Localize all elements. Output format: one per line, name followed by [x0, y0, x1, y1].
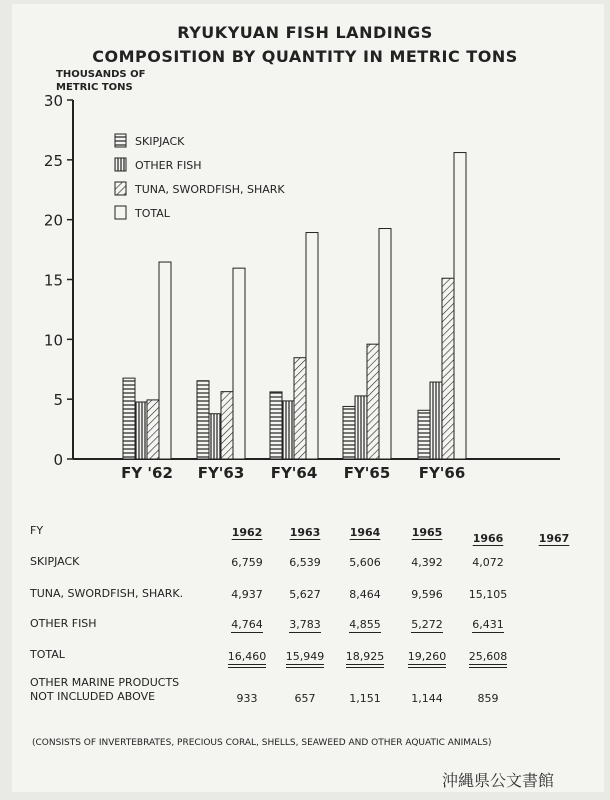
bar-tuna-swordfish-shark-1 [221, 392, 233, 459]
legend-swatch [115, 134, 126, 147]
table-year-header: 1964 [349, 526, 381, 539]
table-year-header: 1965 [411, 526, 443, 539]
table-cell: 4,392 [411, 556, 443, 569]
legend-label: SKIPJACK [135, 135, 185, 148]
bar-skipjack-1 [197, 381, 209, 459]
table-cell-wrap [335, 650, 395, 663]
bar-other-fish-4 [430, 382, 442, 459]
table-cell: 8,464 [349, 588, 381, 601]
y-tick-label: 30 [43, 92, 63, 110]
archive-stamp: 沖縄県公文書館 [442, 771, 555, 790]
x-tick-label: FY'65 [343, 464, 391, 482]
y-axis-label-text: THOUSANDS OF METRIC TONS [56, 69, 146, 93]
table-cell: 15,105 [468, 588, 508, 601]
table-year-header: 1967 [538, 532, 570, 545]
table-cell-wrap [217, 556, 277, 569]
bar-other-fish-0 [135, 402, 147, 459]
bar-skipjack-2 [270, 392, 282, 459]
y-tick-label: 5 [53, 391, 63, 410]
y-tick-label: 20 [43, 211, 63, 230]
bars [121, 153, 466, 482]
table-header-fy: FY [30, 524, 44, 537]
y-tick-label: 25 [43, 151, 63, 170]
row-label-other-marine-1: OTHER MARINE PRODUCTS [30, 676, 180, 689]
chart-subtitle: COMPOSITION BY QUANTITY IN METRIC TONS [92, 47, 518, 66]
table-cell-other: 1,144 [411, 692, 443, 705]
table-cell: 4,072 [472, 556, 504, 569]
y-tick-label: 0 [53, 451, 63, 469]
table-cell: 5,606 [349, 556, 381, 569]
table-cell: 6,539 [289, 556, 321, 569]
legend-swatch [115, 158, 126, 171]
table-year-header: 1962 [231, 526, 263, 539]
legend-label: OTHER FISH [135, 159, 202, 172]
bar-total-3 [379, 229, 391, 459]
table-cell-wrap [397, 556, 457, 569]
table-cell: 16,460 [228, 650, 267, 668]
table-cell-other: 657 [294, 692, 316, 705]
bar-tuna-swordfish-shark-3 [367, 344, 379, 459]
x-tick-label: FY'64 [270, 464, 318, 482]
bar-skipjack-0 [123, 378, 135, 459]
chart-title: RYUKYUAN FISH LANDINGS [177, 23, 433, 42]
row-label-total: TOTAL [30, 648, 65, 661]
table-cell-wrap [275, 588, 335, 601]
bar-tuna-swordfish-shark-4 [442, 278, 454, 459]
row-label-tuna: TUNA, SWORDFISH, SHARK. [30, 587, 184, 600]
table-cell-wrap [217, 650, 277, 663]
bar-total-2 [306, 233, 318, 459]
y-tick-label: 15 [43, 271, 63, 290]
table-cell: 4,937 [231, 588, 263, 601]
bar-skipjack-4 [418, 410, 430, 459]
table-cell-wrap [335, 588, 395, 601]
table-cell: 6,759 [231, 556, 263, 569]
table-cell: 18,925 [346, 650, 385, 668]
table-cell: 3,783 [289, 618, 321, 631]
bar-other-fish-1 [209, 414, 221, 459]
row-label-other-fish: OTHER FISH [30, 617, 97, 630]
row-label-other-marine-2: NOT INCLUDED ABOVE [30, 690, 156, 703]
table-cell-other: 1,151 [349, 692, 381, 705]
table-cell-other: 933 [236, 692, 258, 705]
table-cell-wrap [217, 588, 277, 601]
bar-total-0 [159, 262, 171, 459]
table-cell-wrap [458, 556, 518, 569]
table-cell: 19,260 [408, 650, 447, 668]
table-cell-wrap [275, 650, 335, 663]
bar-skipjack-3 [343, 406, 355, 459]
table-cell: 5,627 [289, 588, 321, 601]
table-cell-wrap [458, 650, 518, 663]
table-cell-wrap [397, 650, 457, 663]
table-cell-wrap [275, 556, 335, 569]
legend-swatch [115, 182, 126, 195]
table-cell: 25,608 [469, 650, 508, 668]
bar-total-4 [454, 153, 466, 459]
legend-label: TUNA, SWORDFISH, SHARK [135, 183, 285, 196]
table-cell-other: 859 [477, 692, 499, 705]
legend [115, 134, 285, 220]
table-cell-wrap [217, 618, 277, 631]
bar-total-1 [233, 268, 245, 459]
row-label-skipjack: SKIPJACK [30, 555, 80, 568]
table-cell: 9,596 [411, 588, 443, 601]
table-year-header: 1963 [289, 526, 321, 539]
bar-tuna-swordfish-shark-0 [147, 400, 159, 459]
table-cell-wrap [458, 588, 518, 601]
table-cell: 4,764 [231, 618, 263, 631]
bar-other-fish-3 [355, 396, 367, 459]
y-tick-label: 10 [43, 331, 63, 350]
footnote: (CONSISTS OF INVERTEBRATES, PRECIOUS CORAL, SHELLS, SEAWEED AND OTHER AQUATIC ANIMALS) [32, 738, 492, 748]
table-cell: 5,272 [411, 618, 443, 631]
bar-other-fish-2 [282, 401, 294, 459]
table-cell-wrap [397, 618, 457, 631]
table-cell-wrap [335, 618, 395, 631]
table-cell: 4,855 [349, 618, 381, 631]
bar-tuna-swordfish-shark-2 [294, 358, 306, 459]
legend-label: TOTAL [135, 207, 170, 220]
table-cell-wrap [335, 556, 395, 569]
table-cell: 15,949 [286, 650, 325, 668]
legend-swatch [115, 206, 126, 219]
x-tick-label: FY'63 [197, 464, 245, 482]
table-cell-wrap [275, 618, 335, 631]
x-tick-label: FY '62 [121, 464, 173, 482]
table-cell-wrap [458, 618, 518, 631]
table-cell: 6,431 [472, 618, 504, 631]
table-cell-wrap [397, 588, 457, 601]
table-year-header: 1966 [472, 532, 504, 545]
x-tick-label: FY'66 [418, 464, 466, 482]
